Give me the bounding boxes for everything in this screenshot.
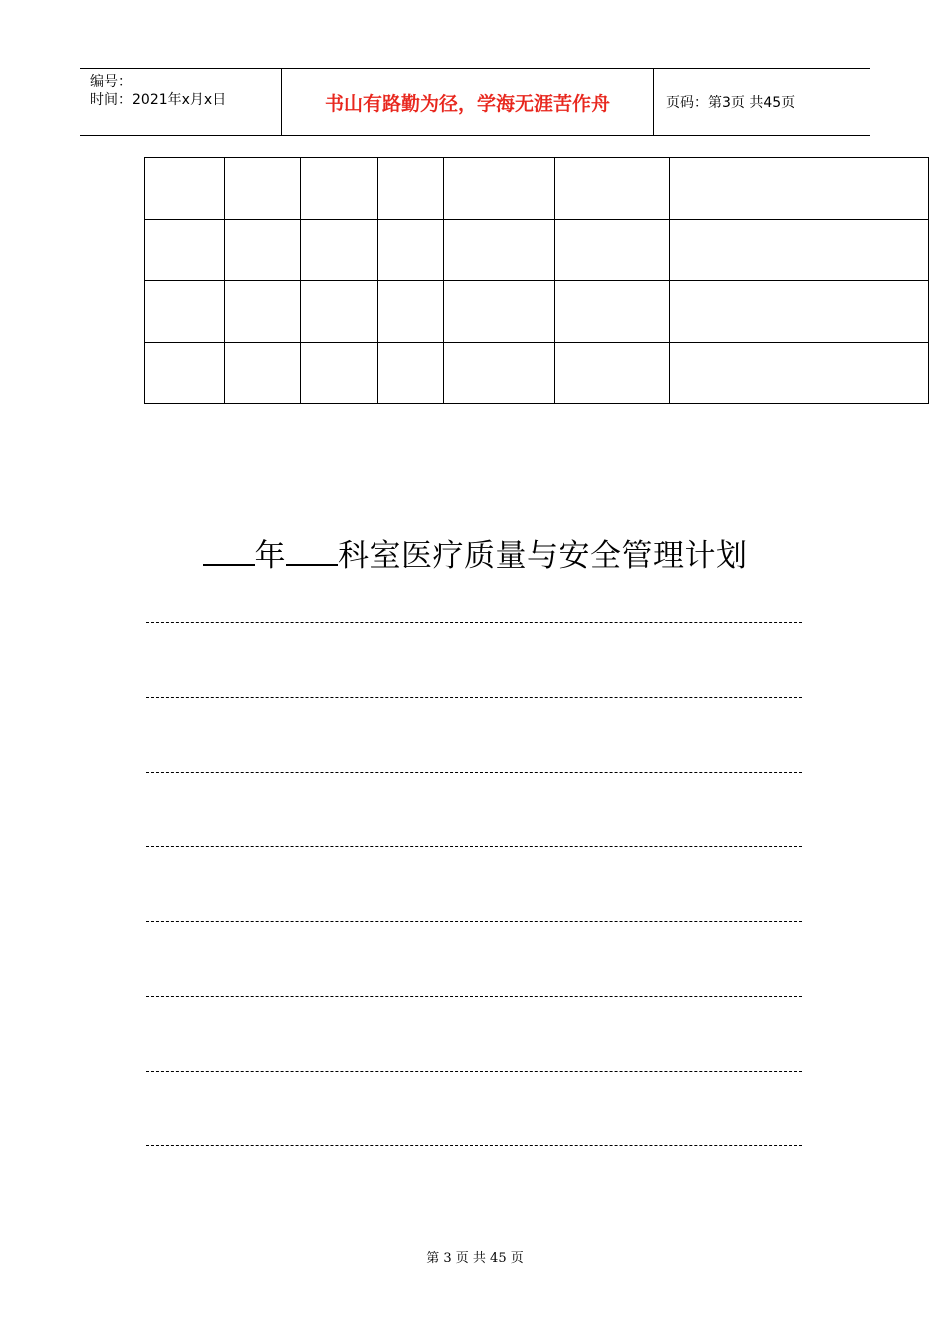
time-label: 时间：2021年x月x日 (90, 92, 227, 108)
table-row (145, 342, 929, 404)
table-row (145, 158, 929, 220)
title-main: 科室医疗质量与安全管理计划 (338, 538, 748, 574)
header-meta (80, 69, 282, 135)
title-year: 年 (254, 538, 286, 574)
writing-line (146, 697, 802, 698)
empty-table (144, 157, 929, 404)
number-label: 编号： (90, 74, 132, 90)
writing-line (146, 622, 802, 623)
department-blank (286, 534, 338, 566)
writing-line (146, 921, 802, 922)
table-row (145, 281, 929, 343)
page-header (80, 68, 870, 136)
writing-line (146, 846, 802, 847)
writing-line (146, 996, 802, 997)
header-page-info: 页码：第3页 共45页 (666, 95, 796, 111)
table-row (145, 219, 929, 281)
writing-line (146, 1145, 802, 1146)
document-title (0, 530, 950, 575)
writing-line (146, 1071, 802, 1072)
header-motto: 书山有路勤为径，学海无涯苦作舟 (282, 69, 654, 135)
year-blank (203, 534, 255, 566)
page-footer: 第 3 页 共 45 页 (426, 1251, 524, 1266)
writing-line (146, 772, 802, 773)
